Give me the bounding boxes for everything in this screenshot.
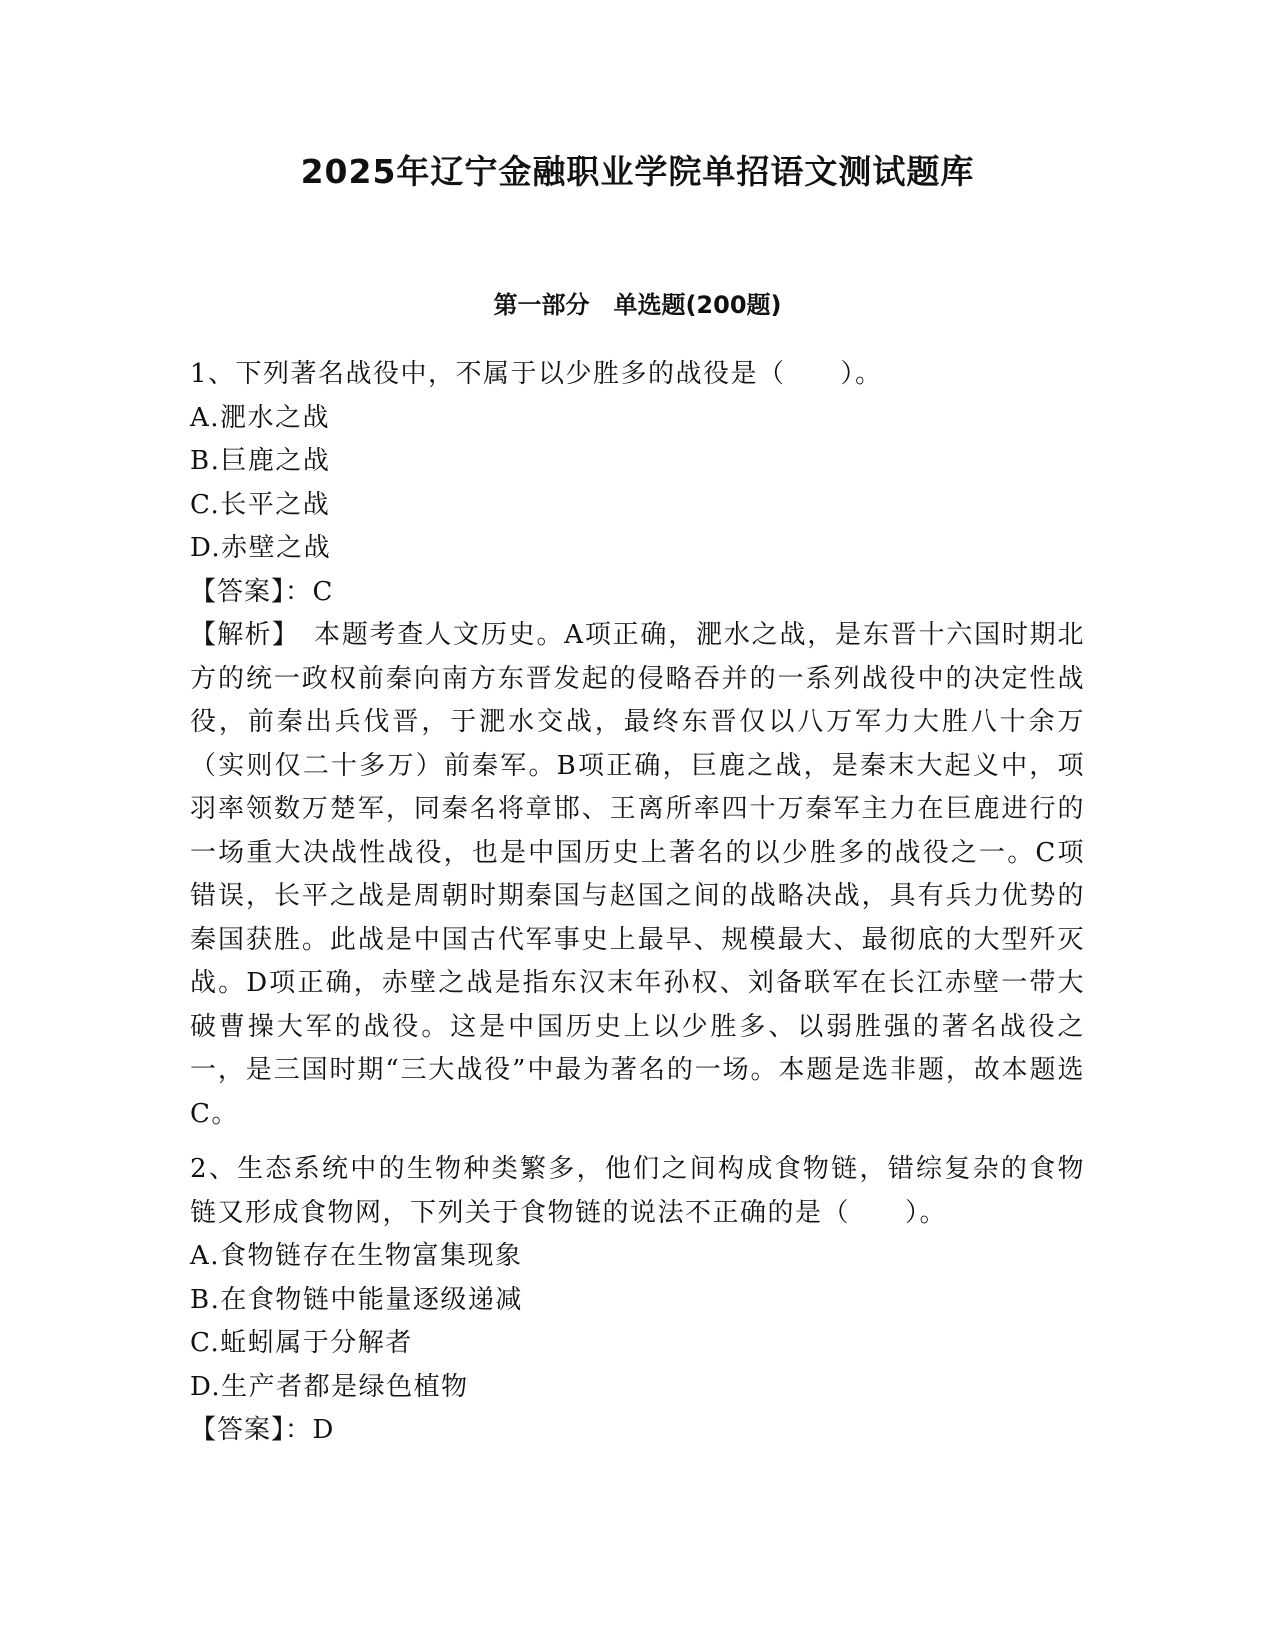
question-spacer [190, 1136, 1085, 1148]
answer-label: 【答案】 [190, 576, 286, 607]
answer-line [190, 1409, 1085, 1453]
analysis-label: 【解析】 [190, 620, 287, 650]
question-block [190, 353, 1085, 1136]
option-c: C.长平之战 [190, 489, 331, 520]
question-stem: 2、生态系统中的生物种类繁多，他们之间构成食物链，错综复杂的食物链又形成食物网，下列关于食物链的说法不正确的是（ ）。 [190, 1154, 1085, 1228]
answer-label: 【答案】 [190, 1415, 286, 1445]
question-list [190, 353, 1085, 1453]
answer-line [190, 571, 1085, 615]
option-d: D.生产者都是绿色植物 [190, 1371, 469, 1402]
answer-value: ：D [285, 1415, 335, 1445]
option-b: B.在食物链中能量逐级递减 [190, 1284, 523, 1315]
answer-value: ：C [285, 576, 334, 607]
option-d: D.赤壁之战 [190, 533, 332, 563]
option-b: B.巨鹿之战 [190, 446, 331, 476]
option-a: A.淝水之战 [190, 402, 331, 433]
analysis-text: 本题考查人文历史。A项正确，淝水之战，是东晋十六国时期北方的统一政权前秦向南方东晋发起的侵略吞并的一系列战役中的决定性战役，前秦出兵伐晋，于淝水交战，最终东晋仅以八万军力大胜八十余万（实则仅二十多万）前秦军。B项正确，巨鹿之战，是秦末大起义中，项羽率领数万楚军，同秦名将章邯、王离所率四十万秦军主力在巨鹿进行的一场重大决战性战役，也是中国历史上著名的以少胜多的战役之一。C项错误，长平之战是周朝时期秦国与赵国之间的战略决战，具有兵力优势的秦国获胜。此战是中国古代军事史上最早、规模最大、最彻底的大型歼灭战。D项正确，赤壁之战是指东汉末年孙权、刘备联军在长江赤壁一带大破曹操大军的战役。这是中国历史上以少胜多、以弱胜强的著名战役之一，是三国时期“三大战役”中最为著名的一场。本题是选非题，故本题选C。 [190, 620, 1085, 1129]
section-heading: 第一部分 单选题(200题) [493, 291, 782, 319]
question-block [190, 1148, 1085, 1453]
analysis-paragraph [190, 614, 1085, 1136]
option-a: A.食物链存在生物富集现象 [190, 1241, 523, 1271]
option-c: C.蚯蚓属于分解者 [190, 1328, 413, 1358]
question-stem: 1、下列著名战役中，不属于以少胜多的战役是（ ）。 [190, 359, 883, 389]
document-title: 2025年辽宁金融职业学院单招语文测试题库 [300, 152, 975, 191]
